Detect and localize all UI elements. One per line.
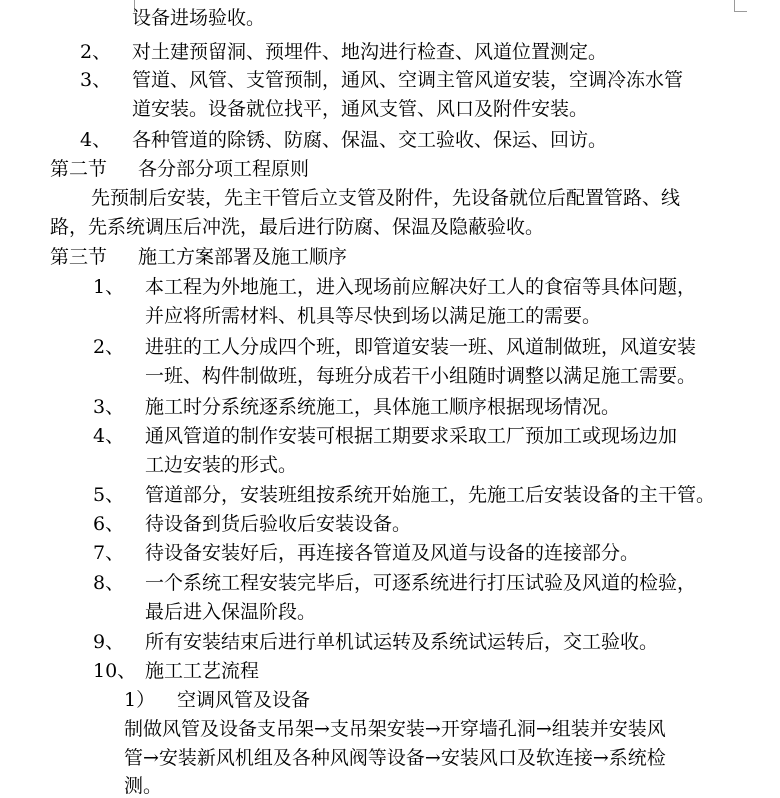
section-heading-number: 第二节 (50, 158, 108, 180)
list-item-number: 2、 (80, 41, 112, 63)
list-item-text: 待设备安装好后，再连接各管道及风道与设备的连接部分。 (145, 542, 640, 564)
list-item-number: 4、 (93, 425, 125, 447)
list-item-text: 通风管道的制作安装可根据工期要求采取工厂预加工或现场边加 (145, 425, 678, 447)
list-item-number: 10、 (93, 660, 137, 682)
flow-line: 管→安装新风机组及各种风阀等设备→安装风口及软连接→系统检 (124, 747, 666, 769)
list-item-number: 9、 (93, 631, 125, 653)
list-item-number: 4、 (80, 129, 112, 151)
section-heading-title: 各分部分项工程原则 (138, 158, 310, 180)
list-item-text: 最后进入保温阶段。 (145, 601, 317, 623)
list-item-text: 工边安装的形式。 (145, 454, 298, 476)
list-item-number: 3、 (80, 69, 112, 91)
list-item-text: 对土建预留洞、预埋件、地沟进行检查、风道位置测定。 (132, 41, 608, 63)
list-item-text: 一个系统工程安装完毕后，可逐系统进行打压试验及风道的检验， (145, 572, 697, 594)
list-item-number: 3、 (93, 396, 125, 418)
list-item-text: 一班、构件制做班，每班分成若干小组随时调整以满足施工需要。 (145, 365, 697, 387)
list-item-text: 施工工艺流程 (145, 660, 260, 682)
list-item-text: 施工时分系统逐系统施工，具体施工顺序根据现场情况。 (145, 396, 621, 418)
list-item-text: 本工程为外地施工，进入现场前应解决好工人的食宿等具体问题， (145, 276, 697, 298)
list-item-text: 管道、风管、支管预制，通风、空调主管风道安装，空调冷冻水管 (132, 69, 684, 91)
list-item-text: 并应将所需材料、机具等尽快到场以满足施工的需要。 (145, 305, 602, 327)
paragraph-line: 路，先系统调压后冲洗，最后进行防腐、保温及隐蔽验收。 (50, 216, 545, 238)
list-item-text: 待设备到货后验收后安装设备。 (145, 513, 412, 535)
list-item-number: 8、 (93, 572, 125, 594)
continuation-line: 设备进场验收。 (132, 7, 266, 29)
list-item-number: 5、 (93, 484, 125, 506)
list-item-text: 所有安装结束后进行单机试运转及系统试运转后，交工验收。 (145, 631, 659, 653)
list-item-number: 7、 (93, 542, 125, 564)
list-item-text: 道安装。设备就位找平，通风支管、风口及附件安装。 (132, 98, 589, 120)
flow-line: 制做风管及设备支吊架→支吊架安装→开穿墙孔洞→组装并安装风 (124, 718, 666, 740)
page-corner-mark-right-h (735, 11, 747, 12)
sub-item-number: 1） (124, 689, 156, 711)
section-heading-number: 第三节 (50, 246, 108, 268)
flow-line: 测。 (124, 775, 163, 797)
paragraph-line: 先预制后安装，先主干管后立支管及附件，先设备就位后配置管路、线 (91, 187, 681, 209)
list-item-text: 进驻的工人分成四个班，即管道安装一班、风道制做班，风道安装 (145, 336, 697, 358)
sub-item-title: 空调风管及设备 (177, 689, 311, 711)
list-item-number: 1、 (93, 276, 125, 298)
list-item-number: 2、 (93, 336, 125, 358)
list-item-text: 管道部分，安装班组按系统开始施工，先施工后安装设备的主干管。 (145, 484, 716, 506)
list-item-text: 各种管道的除锈、防腐、保温、交工验收、保运、回访。 (132, 129, 608, 151)
section-heading-title: 施工方案部署及施工顺序 (138, 246, 348, 268)
list-item-number: 6、 (93, 513, 125, 535)
